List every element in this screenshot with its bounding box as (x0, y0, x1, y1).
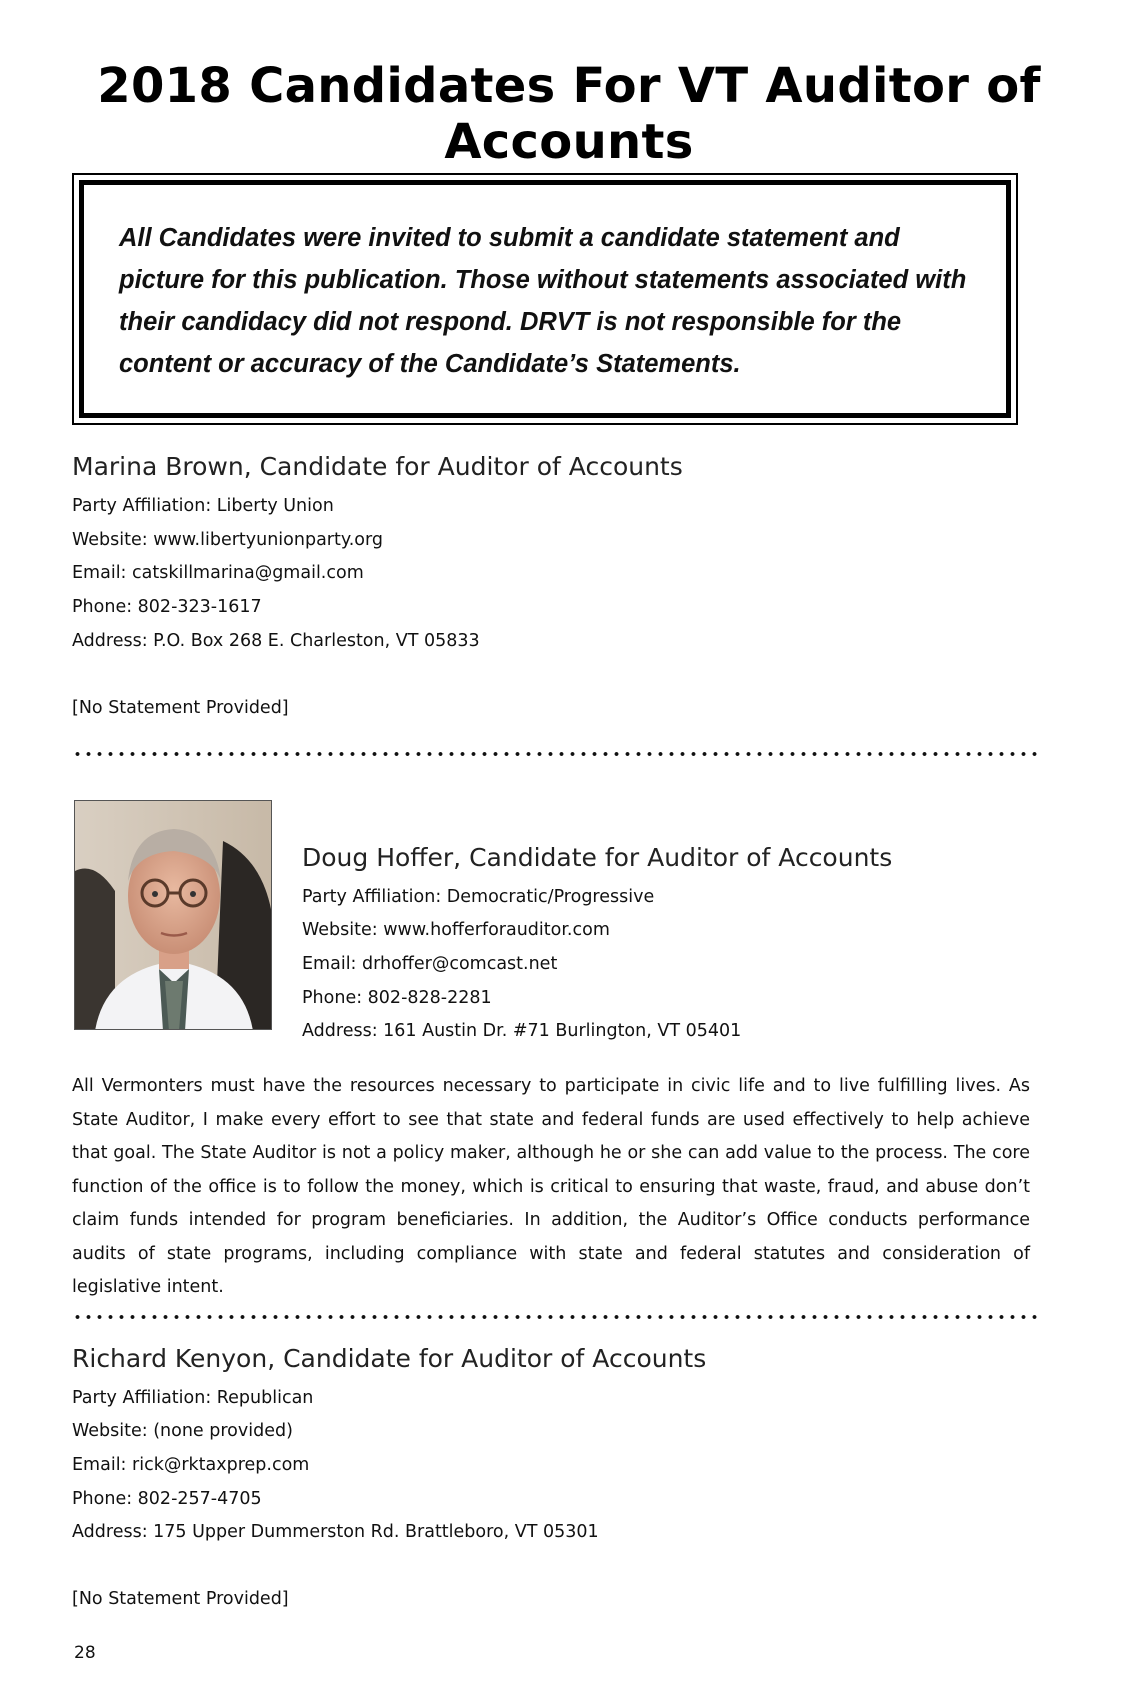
dotted-divider (72, 751, 1038, 757)
page-title: 2018 Candidates For VT Auditor of Accounts (97, 58, 1041, 170)
party-affiliation: Party Affiliation: Liberty Union (72, 496, 334, 516)
notice-box (72, 173, 1018, 425)
dotted-divider (72, 1314, 1038, 1320)
email: Email: catskillmarina@gmail.com (72, 563, 364, 583)
candidate-photo (74, 800, 272, 1030)
email: Email: rick@rktaxprep.com (72, 1455, 310, 1475)
statement: [No Statement Provided] (72, 698, 289, 718)
candidate-name: Richard Kenyon, Candidate for Auditor of Accounts (72, 1344, 707, 1373)
address: Address: 175 Upper Dummerston Rd. Brattleboro, VT 05301 (72, 1522, 599, 1542)
email: Email: drhoffer@comcast.net (302, 954, 558, 974)
address: Address: 161 Austin Dr. #71 Burlington, VT 05401 (302, 1021, 742, 1041)
website: Website: www.hofferforauditor.com (302, 920, 610, 940)
candidate-statement: All Vermonters must have the resources necessary to participate in civic life and to live fulfilling lives. As State Auditor, I make every effort to see that state and federal funds are used effectively to help achieve that goal. The State Auditor is not a policy maker, although he or she can add value to the process. The core function of the office is to follow the money, which is critical to ensuring that waste, fraud, and abuse don’t claim funds intended for program beneficiaries. In addition, the Auditor’s Office conducts performance audits of state programs, including compliance with state and federal statutes and consideration of legislative intent. (72, 1076, 1030, 1297)
candidate-portrait (75, 801, 272, 1030)
phone: Phone: 802-257-4705 (72, 1489, 262, 1509)
candidate-name: Doug Hoffer, Candidate for Auditor of Accounts (302, 843, 893, 872)
website: Website: www.libertyunionparty.org (72, 530, 383, 550)
phone: Phone: 802-828-2281 (302, 988, 492, 1008)
statement: [No Statement Provided] (72, 1589, 289, 1609)
website: Website: (none provided) (72, 1421, 293, 1441)
notice-text: All Candidates were invited to submit a candidate statement and picture for this publication. Those without statements associated with their candidacy did not respond. DRVT is not responsible for the content or accuracy of the Candidate’s Statements. (119, 224, 967, 378)
page-number: 28 (74, 1643, 96, 1663)
party-affiliation: Party Affiliation: Republican (72, 1388, 314, 1408)
notice-inner-border (79, 180, 1011, 418)
candidate-name: Marina Brown, Candidate for Auditor of Accounts (72, 452, 683, 481)
address: Address: P.O. Box 268 E. Charleston, VT 05833 (72, 631, 480, 651)
phone: Phone: 802-323-1617 (72, 597, 262, 617)
party-affiliation: Party Affiliation: Democratic/Progressive (302, 887, 655, 907)
